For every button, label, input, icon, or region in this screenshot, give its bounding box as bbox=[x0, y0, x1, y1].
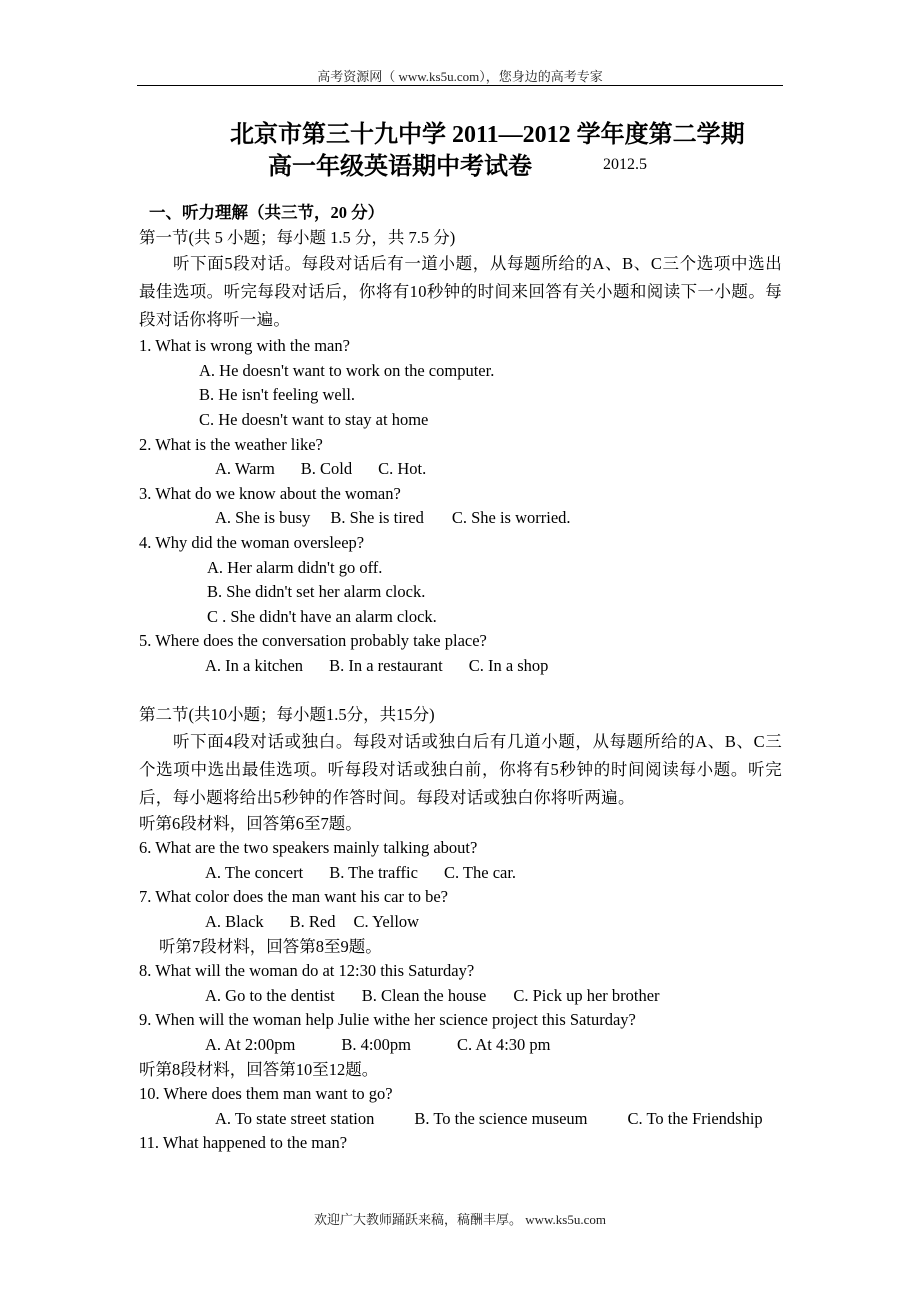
question-option: C. Hot. bbox=[378, 459, 427, 479]
question-option: A. At 2:00pm bbox=[205, 1035, 296, 1055]
exam-title-line2: 高一年级英语期中考试卷 bbox=[268, 154, 532, 180]
question-option: A. He doesn't want to work on the computer. bbox=[199, 360, 495, 380]
question-option: C. In a shop bbox=[468, 655, 549, 675]
question-option: B. The traffic bbox=[329, 862, 418, 882]
material-note: 听第7段材料，回答第8至9题。 bbox=[159, 936, 382, 956]
question-stem: 6. What are the two speakers mainly talking about? bbox=[139, 838, 478, 858]
page-header: 高考资源网（ www.ks5u.com），您身边的高考专家 bbox=[317, 69, 603, 84]
question-options-row bbox=[139, 984, 782, 1009]
question-option: B. To the science museum bbox=[414, 1108, 588, 1128]
header-rule bbox=[137, 85, 783, 86]
question-option: C. To the Friendship bbox=[627, 1108, 763, 1128]
question-option: A. In a kitchen bbox=[205, 655, 304, 675]
question-stem: 9. When will the woman help Julie withe her science project this Saturday? bbox=[139, 1010, 636, 1030]
question-options-row bbox=[139, 1107, 782, 1132]
question-option: C. The car. bbox=[443, 862, 517, 882]
question-option: B. He isn't feeling well. bbox=[199, 385, 356, 405]
question-option: B. In a restaurant bbox=[329, 655, 443, 675]
question-stem: 1. What is wrong with the man? bbox=[139, 336, 350, 356]
question-option: A. Her alarm didn't go off. bbox=[207, 557, 383, 577]
question-option: C. Yellow bbox=[353, 912, 420, 932]
question-options-row bbox=[139, 506, 782, 531]
material-note: 听第8段材料，回答第10至12题。 bbox=[139, 1059, 379, 1079]
question-options-row bbox=[139, 910, 782, 935]
question-option: B. Cold bbox=[300, 459, 353, 479]
question-option: C. Pick up her brother bbox=[513, 985, 660, 1005]
part2-instructions: 听下面4段对话或独白。每段对话或独白后有几道小题，从每题所给的A、B、C三个选项中选出最佳选项。听每段对话或独白前，你将有5秒钟的时间阅读每小题。听完后，每小题将给出5秒钟的作答时间。每段对话或独白你将听两遍。 bbox=[139, 731, 782, 807]
exam-title-line1: 北京市第三十九中学 2011—2012 学年度第二学期 bbox=[230, 122, 745, 148]
part1-heading: 第一节(共 5 小题；每小题 1.5 分，共 7.5 分) bbox=[139, 227, 456, 247]
page-footer: 欢迎广大教师踊跃来稿，稿酬丰厚。 www.ks5u.com bbox=[313, 1212, 606, 1227]
question-stem: 2. What is the weather like? bbox=[139, 434, 323, 454]
section-heading: 一、听力理解（共三节，20 分） bbox=[149, 203, 385, 222]
question-options-row bbox=[139, 457, 782, 482]
exam-content bbox=[139, 201, 782, 1156]
question-option: A. To state street station bbox=[215, 1108, 375, 1128]
question-options-row bbox=[139, 654, 782, 679]
question-option: A. The concert bbox=[205, 862, 304, 882]
section-spacer bbox=[139, 679, 782, 704]
question-stem: 11. What happened to the man? bbox=[139, 1133, 348, 1153]
question-stem: 10. Where does them man want to go? bbox=[139, 1084, 393, 1104]
part1-instructions: 听下面5段对话。每段对话后有一道小题，从每题所给的A、B、C三个选项中选出最佳选项。听完每段对话后，你将有10秒钟的时间来回答有关小题和阅读下一小题。每段对话你将听一遍。 bbox=[139, 254, 782, 330]
question-stem: 3. What do we know about the woman? bbox=[139, 483, 401, 503]
question-option: B. She didn't set her alarm clock. bbox=[207, 582, 426, 602]
question-option: C. She is worried. bbox=[451, 508, 571, 528]
question-options-row bbox=[139, 1033, 782, 1058]
question-option: C. At 4:30 pm bbox=[457, 1035, 551, 1055]
material-note: 听第6段材料，回答第6至7题。 bbox=[139, 813, 362, 833]
question-stem: 4. Why did the woman oversleep? bbox=[139, 532, 365, 552]
question-option: B. 4:00pm bbox=[341, 1035, 411, 1055]
exam-date: 2012.5 bbox=[603, 156, 647, 173]
question-option: A. Black bbox=[205, 912, 264, 932]
question-option: A. Go to the dentist bbox=[205, 985, 335, 1005]
question-stem: 7. What color does the man want his car to be? bbox=[139, 887, 448, 907]
question-option: B. She is tired bbox=[330, 508, 424, 528]
question-options-row bbox=[139, 861, 782, 886]
question-option: A. She is busy bbox=[215, 508, 311, 528]
question-option: A. Warm bbox=[215, 459, 275, 479]
question-stem: 8. What will the woman do at 12:30 this Saturday? bbox=[139, 961, 475, 981]
question-option: C. He doesn't want to stay at home bbox=[199, 409, 429, 429]
question-stem: 5. Where does the conversation probably take place? bbox=[139, 631, 487, 651]
question-option: B. Clean the house bbox=[361, 985, 487, 1005]
part2-heading: 第二节(共10小题；每小题1.5分，共15分) bbox=[139, 705, 435, 725]
question-option: C . She didn't have an alarm clock. bbox=[207, 606, 437, 626]
question-option: B. Red bbox=[289, 912, 336, 932]
